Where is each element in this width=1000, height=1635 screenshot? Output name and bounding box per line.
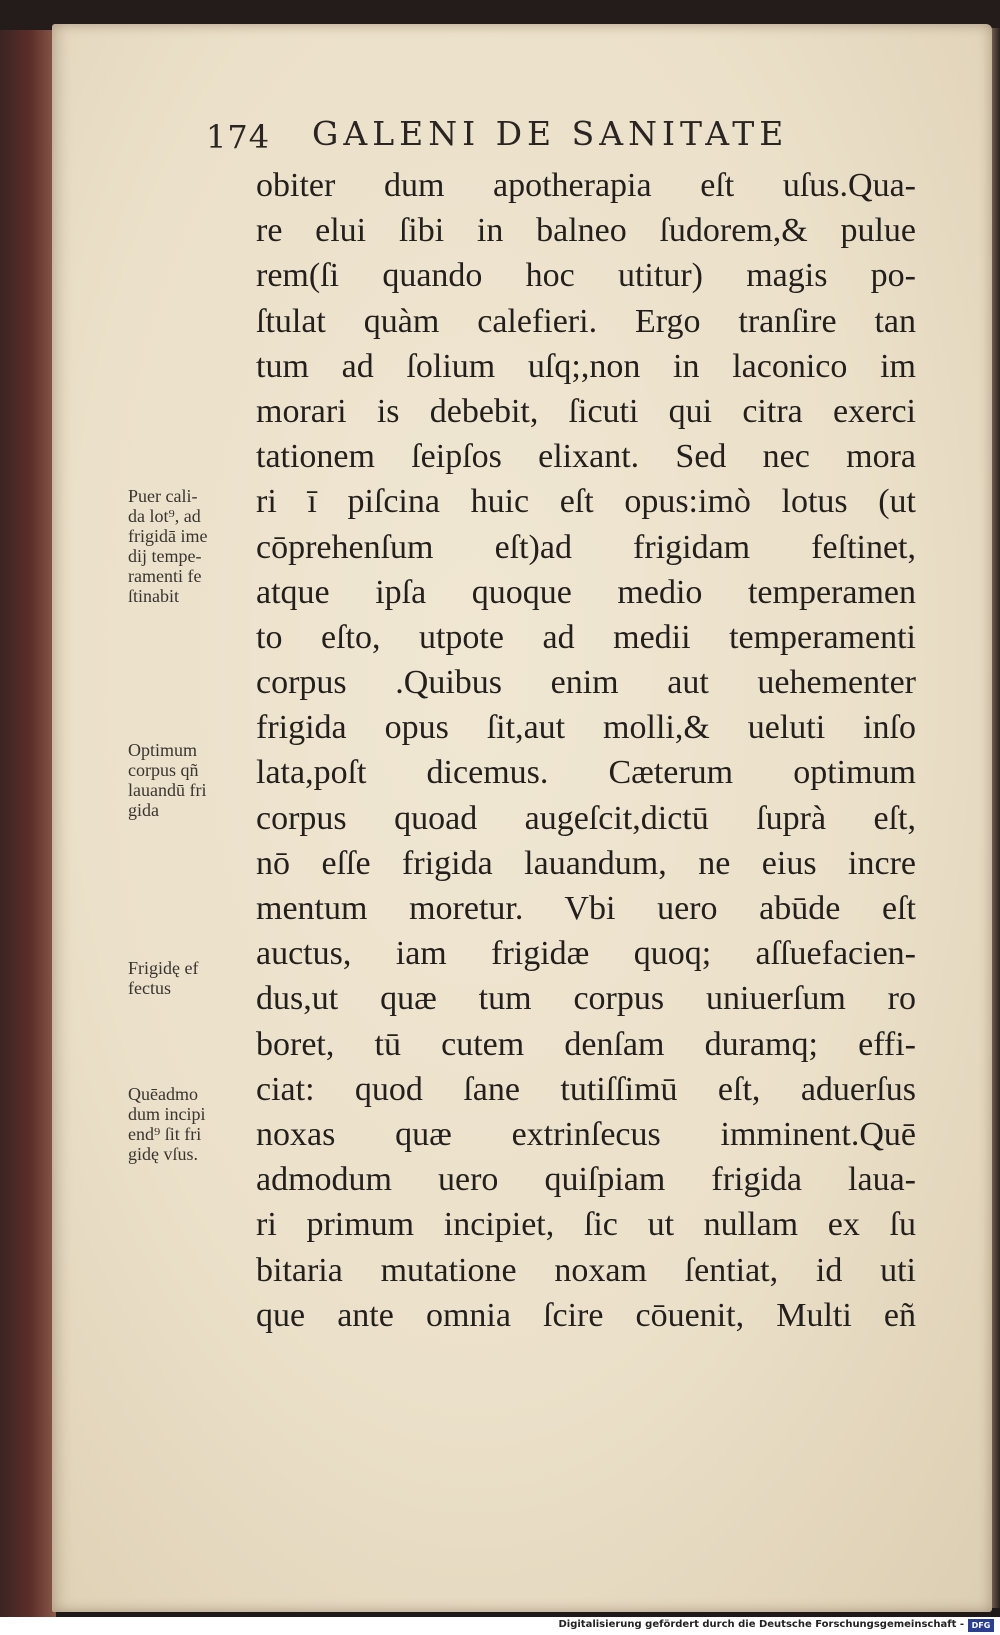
text-line: rem(ſi quando hoc utitur) magis po- — [256, 257, 916, 295]
margin-note-line: corpus qñ — [128, 760, 199, 780]
text-line: atque ipſa quoque medio temperamen — [256, 573, 916, 611]
margin-note-line: gidę vſus. — [128, 1144, 198, 1164]
margin-note-quemadmodum — [128, 1084, 254, 1164]
text-line: frigida opus ſit,aut molli,& ueluti inſo — [256, 709, 916, 747]
text-line: noxas quæ extrinſecus imminent.Quē — [256, 1115, 916, 1153]
margin-note-line: dij tempe- — [128, 546, 202, 566]
text-line: dus,ut quæ tum corpus uniuerſum ro — [256, 980, 916, 1018]
text-line: ſtulat quàm calefieri. Ergo tranſire tan — [256, 302, 916, 340]
text-line: ciat: quod ſane tutiſſimū eſt, aduerſus — [256, 1070, 916, 1108]
text-line: nō eſſe frigida lauandum, ne eius incre — [256, 844, 916, 882]
main-text-block — [256, 163, 916, 1338]
book-binding-edge — [0, 30, 56, 1630]
margin-note-line: lauandū fri — [128, 780, 207, 800]
margin-note-line: Quēadmo — [128, 1084, 198, 1104]
text-line: boret, tū cutem denſam duramq; effi- — [256, 1025, 916, 1063]
text-line: auctus, iam frigidæ quoq; aſſuefacien- — [256, 935, 916, 973]
margin-note-line: Frigidę ef — [128, 958, 199, 978]
text-line: cōprehenſum eſt)ad frigidam feſtinet, — [256, 528, 916, 566]
text-line: mentum moretur. Vbi uero abūde eſt — [256, 890, 916, 927]
margin-note-line: frigidā ime — [128, 526, 208, 546]
margin-note-optimum — [128, 740, 254, 820]
dfg-logo: DFG — [968, 1619, 994, 1632]
page-number: 174 — [206, 118, 271, 156]
margin-note-line: ſtinabit — [128, 586, 179, 606]
text-line: tationem ſeipſos elixant. Sed nec mora — [256, 438, 916, 476]
margin-note-line: Optimum — [128, 740, 198, 760]
margin-note-puer — [128, 486, 254, 606]
text-line: bitaria mutatione noxam ſentiat, id uti — [256, 1251, 916, 1289]
text-line: corpus quoad augeſcit,dictū ſuprà eſt, — [256, 799, 916, 837]
text-line: que ante omnia ſcire cōuenit, Multi eñ — [256, 1296, 916, 1334]
text-line: to eſto, utpote ad medii temperamenti — [256, 618, 916, 656]
margin-note-line: Puer cali- — [128, 486, 198, 506]
text-line: lata,poſt dicemus. Cæterum optimum — [256, 754, 916, 792]
text-line: admodum uero quiſpiam frigida laua- — [256, 1161, 916, 1199]
margin-note-line: da lot⁹, ad — [128, 506, 201, 526]
margin-note-frigidae — [128, 958, 254, 998]
margin-note-line: end⁹ ſit fri — [128, 1124, 202, 1144]
margin-note-line: ramenti fe — [128, 566, 202, 586]
running-head: GALENI DE SANITATE — [312, 114, 789, 153]
margin-note-line: fectus — [128, 978, 171, 998]
margin-note-line: dum incipi — [128, 1104, 206, 1124]
text-line: corpus .Quibus enim aut uehementer — [256, 664, 916, 702]
text-line: obiter dum apotherapia eſt uſus.Qua- — [256, 167, 916, 204]
text-line: ri primum incipiet, ſic ut nullam ex ſu — [256, 1206, 916, 1244]
text-line: re elui ſibi in balneo ſudorem,& pulue — [256, 212, 916, 250]
text-line: tum ad ſolium uſq;,non in laconico im — [256, 347, 916, 385]
margin-note-line: gida — [128, 800, 159, 820]
text-line: morari is debebit, ſicuti qui citra exerci — [256, 392, 916, 430]
funding-credit: Digitalisierung gefördert durch die Deutsche Forschungsgemeinschaft - — [558, 1619, 964, 1630]
text-line: ri ī piſcina huic eſt opus:imò lotus (ut — [256, 483, 916, 521]
